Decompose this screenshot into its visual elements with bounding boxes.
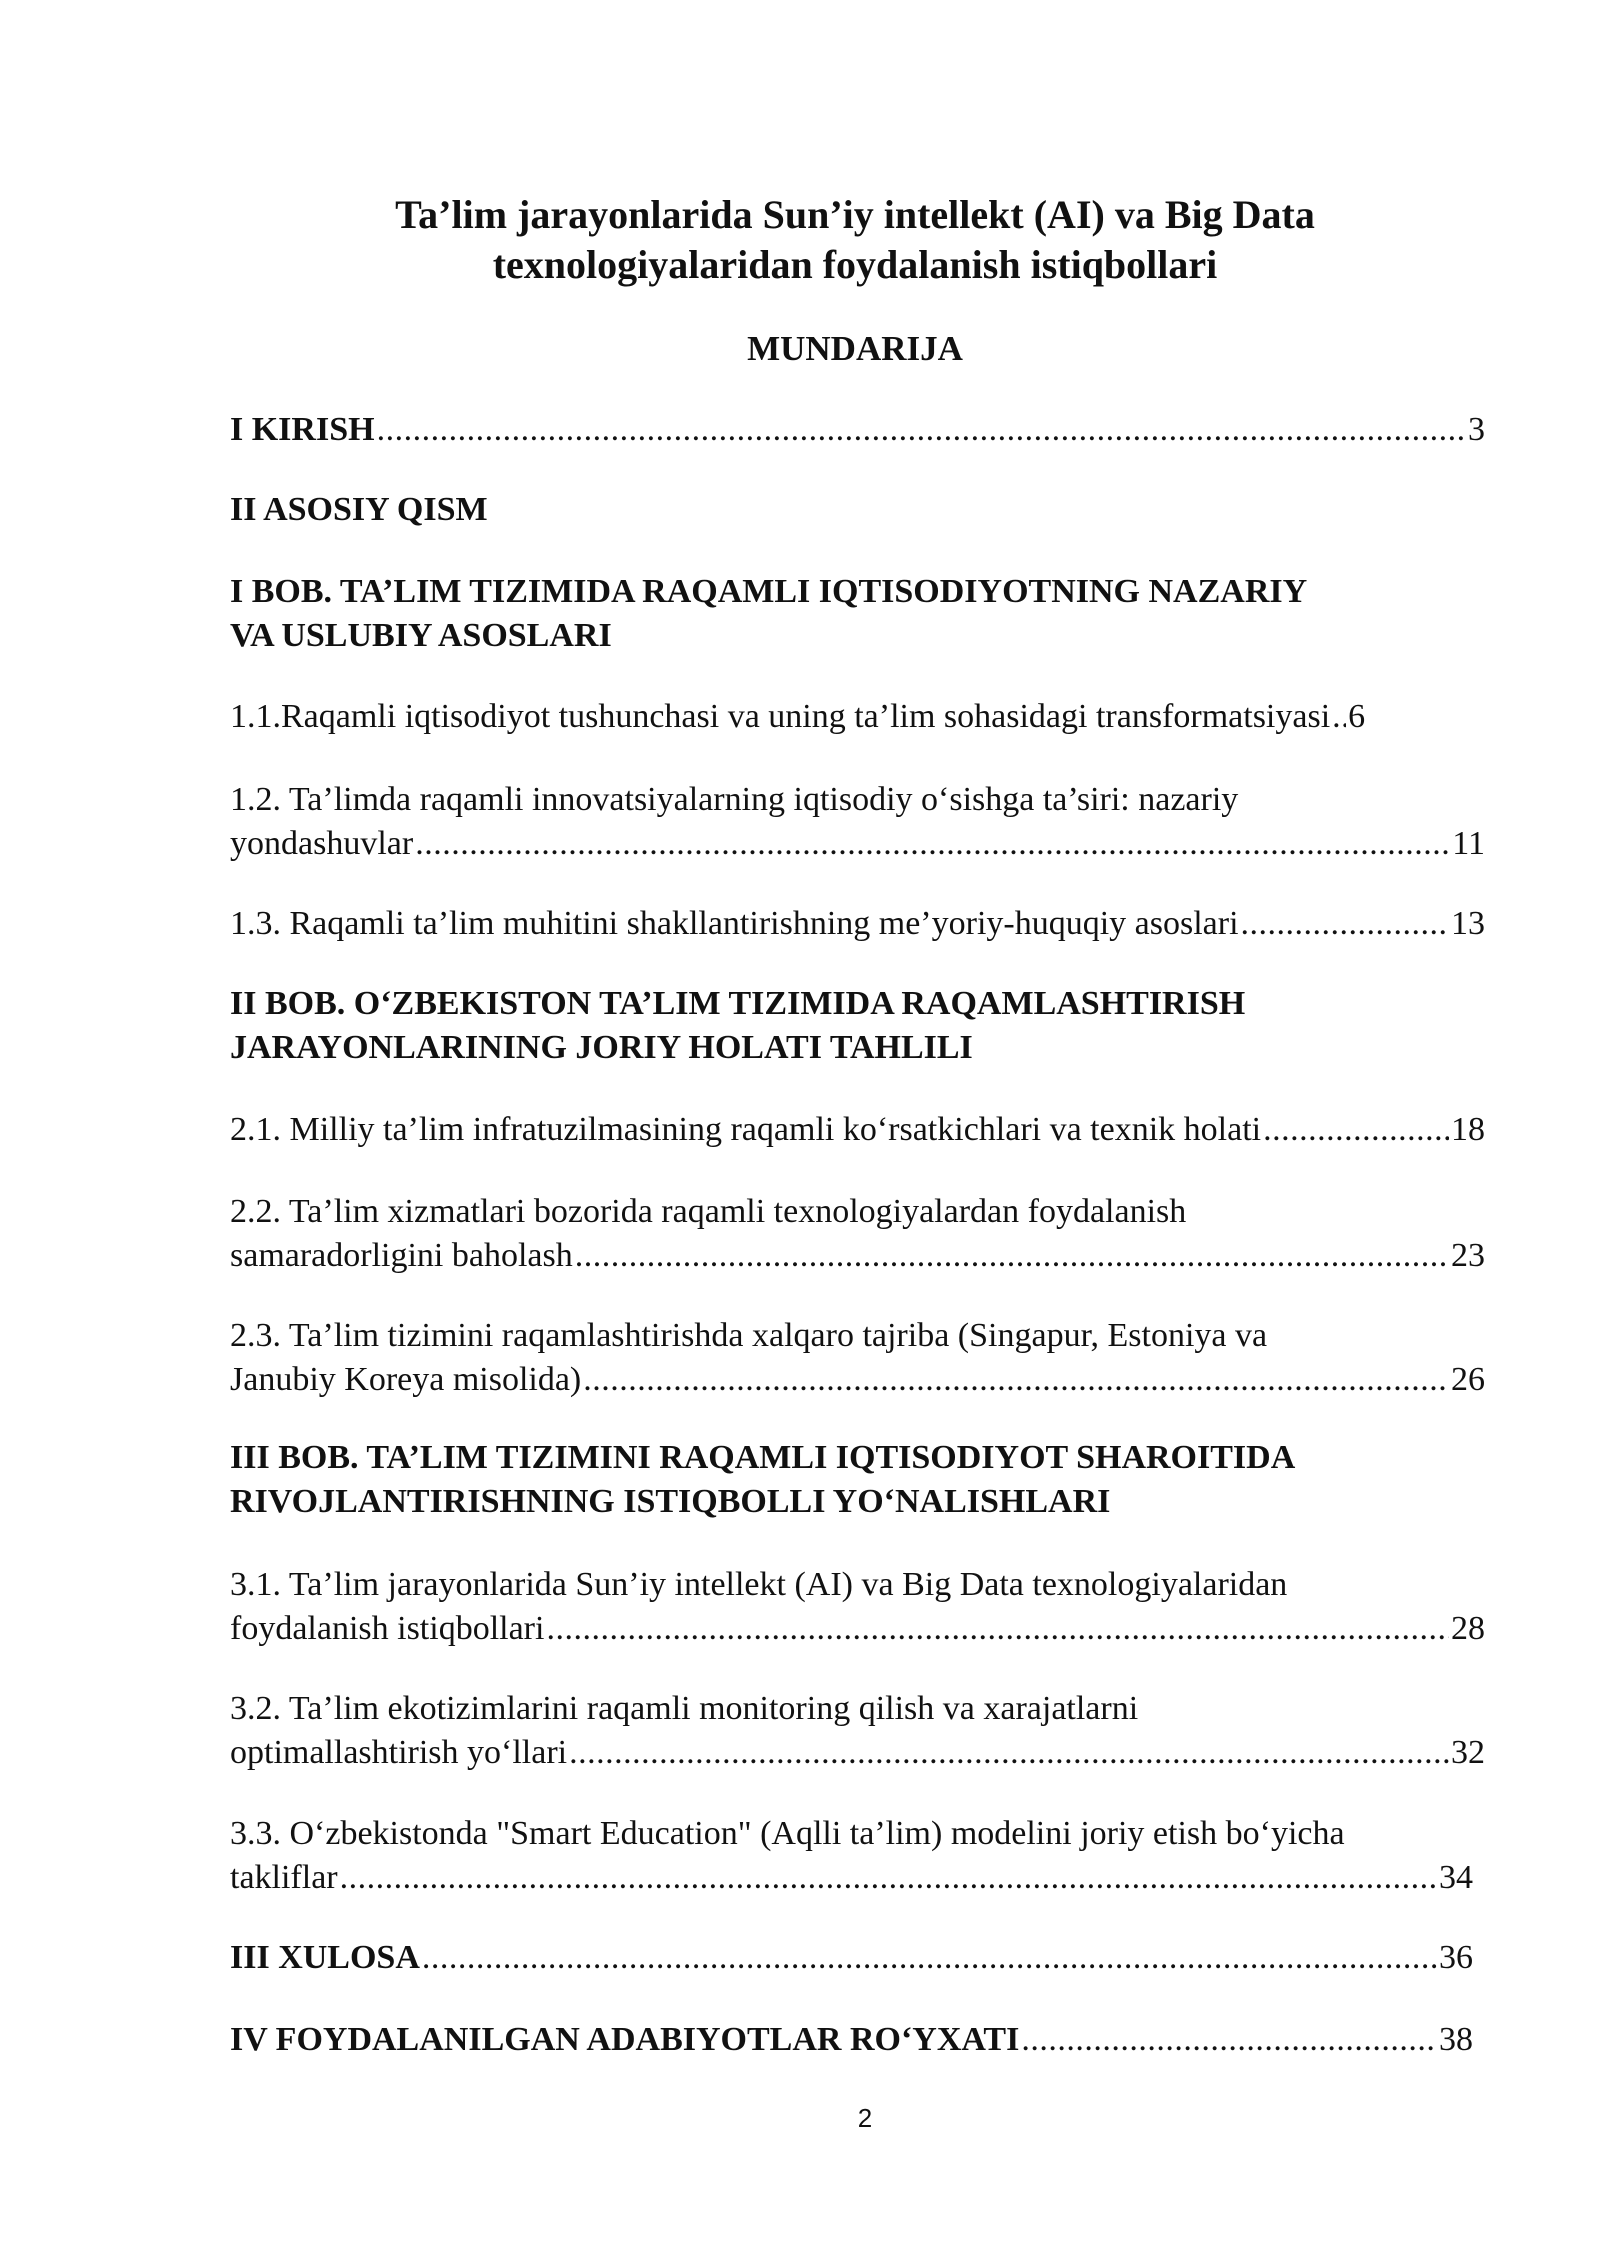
- toc-entry-label-line2: JARAYONLARINING JORIY HOLATI TAHLILI: [230, 1029, 973, 1066]
- toc-entry-1-3: [230, 902, 1485, 946]
- page-number: 2: [857, 2103, 873, 2133]
- toc-entry-page: 18: [1451, 1111, 1485, 1148]
- toc-entry-label-line1: 2.3. Ta’lim tizimini raqamlashtirishda xalqaro tajriba (Singapur, Estoniya va: [230, 1317, 1268, 1354]
- toc-entry-3-1: [230, 1563, 1485, 1651]
- toc-entry-xulosa: [230, 1936, 1473, 1980]
- toc-leader-dots: [1021, 2018, 1437, 2062]
- toc-entry-label-line1: 3.1. Ta’lim jarayonlarida Sun’iy intellekt (AI) va Big Data texnologiyalaridan: [230, 1566, 1288, 1603]
- toc-entry-page: 36: [1439, 1939, 1473, 1976]
- toc-entry-2-2: [230, 1190, 1485, 1278]
- toc-chapter-2: [230, 982, 1485, 1070]
- toc-entry-label: 1.3. Raqamli ta’lim muhitini shakllantirishning me’yoriy-huquqiy asoslari: [230, 905, 1239, 942]
- toc-entry-label-line2: Janubiy Koreya misolida): [230, 1361, 582, 1398]
- toc-entry-3-3: [230, 1812, 1485, 1900]
- toc-leader-dots: [575, 1234, 1449, 1278]
- toc-entry-label-line2: takliflar: [230, 1859, 338, 1896]
- toc-entry-page: 28: [1451, 1610, 1485, 1647]
- toc-entry-label-line1: II BOB. O‘ZBEKISTON TA’LIM TIZIMIDA RAQAMLASHTIRISH: [230, 985, 1246, 1022]
- toc-entry-label-line1: 3.2. Ta’lim ekotizimlarini raqamli monitoring qilish va xarajatlarni: [230, 1690, 1139, 1727]
- toc-entry-label-line1: I BOB. TA’LIM TIZIMIDA RAQAMLI IQTISODIYOTNING NAZARIY: [230, 573, 1308, 610]
- toc-leader-dots: [377, 408, 1466, 452]
- toc-entry-label-line2: RIVOJLANTIRISHNING ISTIQBOLLI YO‘NALISHLARI: [230, 1483, 1111, 1520]
- toc-entry-label-line2: VA USLUBIY ASOSLARI: [230, 617, 612, 654]
- title-line-1: Ta’lim jarayonlarida Sun’iy intellekt (AI) va Big Data: [395, 192, 1315, 237]
- toc-entry-label-line2: yondashuvlar: [230, 825, 414, 862]
- toc-leader-dots: [1263, 1108, 1449, 1152]
- toc-entry-page: 32: [1451, 1734, 1485, 1771]
- toc-entry-label-line1: 1.2. Ta’limda raqamli innovatsiyalarning iqtisodiy o‘sishga ta’siri: nazariy: [230, 781, 1239, 818]
- toc-entry-page: 26: [1451, 1361, 1485, 1398]
- toc-entry-page: 3: [1468, 411, 1485, 448]
- toc-entry-asosiy-qism: [230, 488, 1485, 532]
- toc-entry-label: I KIRISH: [230, 411, 375, 448]
- toc-entry-label: III XULOSA: [230, 1939, 420, 1976]
- toc-entry-kirish: [230, 408, 1485, 452]
- document-title: [230, 190, 1480, 290]
- toc-leader-dots: [415, 822, 1450, 866]
- toc-chapter-3: [230, 1436, 1485, 1524]
- toc-entry-label-line2: optimallashtirish yo‘llari: [230, 1734, 568, 1771]
- toc-entry-label: 2.1. Milliy ta’lim infratuzilmasining raqamli ko‘rsatkichlari va texnik holati: [230, 1111, 1262, 1148]
- toc-entry-label-line1: 2.2. Ta’lim xizmatlari bozorida raqamli texnologiyalardan foydalanish: [230, 1193, 1187, 1230]
- toc-entry-label-line2: foydalanish istiqbollari: [230, 1610, 545, 1647]
- toc-entry-2-3: [230, 1314, 1485, 1402]
- toc-entry-label: IV FOYDALANILGAN ADABIYOTLAR RO‘YXATI: [230, 2021, 1020, 2058]
- toc-leader-dots: [422, 1936, 1437, 1980]
- toc-leader-dots: [1241, 902, 1449, 946]
- toc-leader-dots: [340, 1856, 1437, 1900]
- toc-entry-page: 38: [1439, 2021, 1473, 2058]
- toc-entry-label-line1: III BOB. TA’LIM TIZIMINI RAQAMLI IQTISODIYOT SHAROITIDA: [230, 1439, 1296, 1476]
- toc-entry-label-line1: 3.3. O‘zbekistonda "Smart Education" (Aqlli ta’lim) modelini joriy etish bo‘yicha: [230, 1815, 1345, 1852]
- toc-leader-dots: [569, 1731, 1449, 1775]
- toc-entry-page: 6: [1348, 698, 1366, 735]
- toc-leader-dots: [583, 1358, 1449, 1402]
- title-line-2: texnologiyalaridan foydalanish istiqbollari: [492, 242, 1218, 287]
- toc-entry-adabiyotlar: [230, 2018, 1473, 2062]
- toc-entry-1-2: [230, 778, 1485, 866]
- toc-entry-1-1: [230, 695, 1485, 739]
- toc-leader-dots: [1332, 695, 1346, 739]
- toc-entry-page: 23: [1451, 1237, 1485, 1274]
- toc-leader-dots: [546, 1607, 1449, 1651]
- toc-entry-page: 34: [1439, 1859, 1473, 1896]
- toc-entry-page: 13: [1451, 905, 1485, 942]
- toc-entry-label: II ASOSIY QISM: [230, 491, 488, 528]
- toc-entry-2-1: [230, 1108, 1485, 1152]
- toc-entry-3-2: [230, 1687, 1485, 1775]
- toc-entry-label: 1.1.Raqamli iqtisodiyot tushunchasi va uning ta’lim sohasidagi transformatsiyasi: [230, 698, 1331, 735]
- toc-heading: MUNDARIJA: [747, 329, 963, 368]
- toc-chapter-1: [230, 570, 1485, 658]
- toc-entry-page: 11: [1452, 825, 1485, 862]
- toc-entry-label-line2: samaradorligini baholash: [230, 1237, 573, 1274]
